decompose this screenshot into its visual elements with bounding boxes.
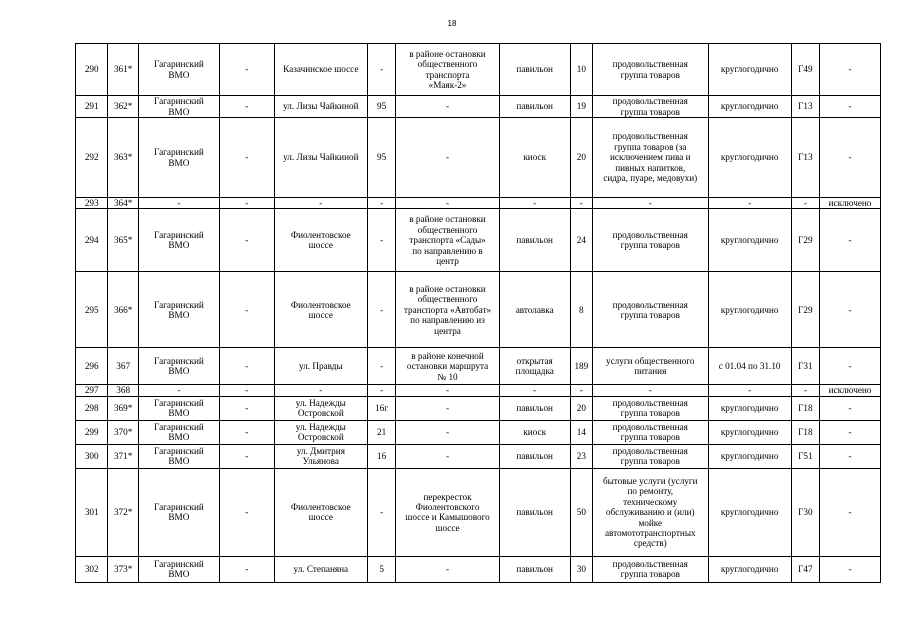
cell-row-index: 299 xyxy=(76,420,108,444)
cell-house-number: - xyxy=(367,348,395,385)
cell-house-number: 16г xyxy=(367,396,395,420)
table-row xyxy=(76,348,881,385)
table-row xyxy=(76,198,881,209)
cell-area: 10 xyxy=(570,44,592,96)
page-number: 18 xyxy=(447,19,457,28)
cell-district-note: - xyxy=(219,444,274,468)
cell-house-number: - xyxy=(367,209,395,272)
cell-object-type: павильон xyxy=(499,396,570,420)
cell-landmark: в районе остановки общественного транспорта «Сады» по направлению в центр xyxy=(396,209,499,272)
table-row xyxy=(76,420,881,444)
table-row xyxy=(76,96,881,118)
cell-district: Гагаринский ВМО xyxy=(138,209,219,272)
cell-district-note: - xyxy=(219,348,274,385)
cell-scheme-ref: Г30 xyxy=(791,468,819,556)
cell-scheme-ref: - xyxy=(791,385,819,396)
cell-period: круглогодично xyxy=(708,556,791,582)
cell-area: 8 xyxy=(570,272,592,348)
cell-street: Казачинское шоссе xyxy=(274,44,367,96)
cell-street: Фиолентовское шоссе xyxy=(274,272,367,348)
cell-house-number: 16 xyxy=(367,444,395,468)
cell-period: круглогодично xyxy=(708,209,791,272)
cell-period: круглогодично xyxy=(708,272,791,348)
cell-district-note: - xyxy=(219,385,274,396)
cell-street: ул. Правды xyxy=(274,348,367,385)
cell-area: 19 xyxy=(570,96,592,118)
cell-place-number: 371* xyxy=(108,444,138,468)
cell-scheme-ref: Г18 xyxy=(791,396,819,420)
cell-period: круглогодично xyxy=(708,396,791,420)
cell-note: - xyxy=(820,420,881,444)
cell-period: с 01.04 по 31.10 xyxy=(708,348,791,385)
cell-row-index: 290 xyxy=(76,44,108,96)
cell-district-note: - xyxy=(219,198,274,209)
cell-note: - xyxy=(820,272,881,348)
cell-district: Гагаринский ВМО xyxy=(138,556,219,582)
cell-area: 24 xyxy=(570,209,592,272)
cell-object-type: автолавка xyxy=(499,272,570,348)
cell-note: - xyxy=(820,396,881,420)
cell-place-number: 365* xyxy=(108,209,138,272)
cell-specialization: продовольственная группа товаров xyxy=(592,396,708,420)
cell-area: 189 xyxy=(570,348,592,385)
cell-scheme-ref: Г47 xyxy=(791,556,819,582)
cell-landmark: - xyxy=(396,118,499,198)
cell-object-type: павильон xyxy=(499,44,570,96)
cell-period: круглогодично xyxy=(708,420,791,444)
cell-house-number: - xyxy=(367,468,395,556)
table-row xyxy=(76,44,881,96)
cell-note: - xyxy=(820,348,881,385)
cell-place-number: 366* xyxy=(108,272,138,348)
cell-object-type: павильон xyxy=(499,468,570,556)
cell-landmark: - xyxy=(396,420,499,444)
cell-street: ул. Дмитрия Ульянова xyxy=(274,444,367,468)
cell-street: Фиолентовское шоссе xyxy=(274,209,367,272)
cell-district: - xyxy=(138,198,219,209)
table-row xyxy=(76,385,881,396)
cell-period: круглогодично xyxy=(708,444,791,468)
cell-district: Гагаринский ВМО xyxy=(138,444,219,468)
cell-object-type: киоск xyxy=(499,420,570,444)
cell-note: исключено xyxy=(820,385,881,396)
cell-landmark: - xyxy=(396,198,499,209)
cell-specialization: услуги общественного питания xyxy=(592,348,708,385)
cell-landmark: в районе остановки общественного транспорта «Маяк-2» xyxy=(396,44,499,96)
cell-place-number: 361* xyxy=(108,44,138,96)
cell-object-type: - xyxy=(499,198,570,209)
cell-district-note: - xyxy=(219,118,274,198)
cell-object-type: - xyxy=(499,385,570,396)
cell-district-note: - xyxy=(219,209,274,272)
table-row xyxy=(76,444,881,468)
cell-district: - xyxy=(138,385,219,396)
cell-specialization: - xyxy=(592,385,708,396)
cell-row-index: 300 xyxy=(76,444,108,468)
cell-scheme-ref: - xyxy=(791,198,819,209)
cell-landmark: в районе остановки общественного транспорта «Автобат» по направлению из центра xyxy=(396,272,499,348)
cell-note: - xyxy=(820,468,881,556)
cell-row-index: 294 xyxy=(76,209,108,272)
cell-object-type: киоск xyxy=(499,118,570,198)
cell-street: ул. Надежды Островской xyxy=(274,420,367,444)
cell-street: Фиолентовское шоссе xyxy=(274,468,367,556)
cell-district-note: - xyxy=(219,420,274,444)
cell-landmark: - xyxy=(396,444,499,468)
cell-scheme-ref: Г18 xyxy=(791,420,819,444)
cell-row-index: 302 xyxy=(76,556,108,582)
cell-period: круглогодично xyxy=(708,44,791,96)
cell-landmark: перекресток Фиолентовского шоссе и Камышового шоссе xyxy=(396,468,499,556)
cell-house-number: 21 xyxy=(367,420,395,444)
cell-district: Гагаринский ВМО xyxy=(138,118,219,198)
cell-object-type: открытая площадка xyxy=(499,348,570,385)
cell-district-note: - xyxy=(219,468,274,556)
cell-house-number: - xyxy=(367,272,395,348)
cell-street: ул. Лизы Чайкиной xyxy=(274,118,367,198)
cell-specialization: продовольственная группа товаров xyxy=(592,209,708,272)
cell-specialization: бытовые услуги (услуги по ремонту, техническому обслуживанию и (или) мойке автомототранспортных средств) xyxy=(592,468,708,556)
cell-house-number: 5 xyxy=(367,556,395,582)
cell-landmark: - xyxy=(396,385,499,396)
cell-place-number: 364* xyxy=(108,198,138,209)
cell-house-number: - xyxy=(367,198,395,209)
cell-row-index: 291 xyxy=(76,96,108,118)
cell-area: 20 xyxy=(570,118,592,198)
cell-row-index: 293 xyxy=(76,198,108,209)
cell-area: 23 xyxy=(570,444,592,468)
cell-place-number: 373* xyxy=(108,556,138,582)
cell-street: - xyxy=(274,198,367,209)
table-row xyxy=(76,396,881,420)
cell-object-type: павильон xyxy=(499,444,570,468)
cell-object-type: павильон xyxy=(499,96,570,118)
table-row xyxy=(76,209,881,272)
cell-district-note: - xyxy=(219,396,274,420)
cell-area: - xyxy=(570,198,592,209)
cell-specialization: - xyxy=(592,198,708,209)
cell-place-number: 370* xyxy=(108,420,138,444)
cell-specialization: продовольственная группа товаров xyxy=(592,420,708,444)
cell-place-number: 369* xyxy=(108,396,138,420)
table-row xyxy=(76,272,881,348)
cell-district: Гагаринский ВМО xyxy=(138,420,219,444)
cell-row-index: 297 xyxy=(76,385,108,396)
table-row xyxy=(76,118,881,198)
cell-object-type: павильон xyxy=(499,556,570,582)
cell-row-index: 295 xyxy=(76,272,108,348)
cell-landmark: - xyxy=(396,396,499,420)
cell-specialization: продовольственная группа товаров xyxy=(592,272,708,348)
cell-house-number: 95 xyxy=(367,96,395,118)
registry-table-body xyxy=(76,44,881,583)
cell-area: - xyxy=(570,385,592,396)
cell-district: Гагаринский ВМО xyxy=(138,44,219,96)
cell-object-type: павильон xyxy=(499,209,570,272)
cell-area: 50 xyxy=(570,468,592,556)
cell-note: - xyxy=(820,44,881,96)
cell-scheme-ref: Г31 xyxy=(791,348,819,385)
cell-area: 20 xyxy=(570,396,592,420)
table-row xyxy=(76,468,881,556)
cell-landmark: в районе конечной остановки маршрута № 10 xyxy=(396,348,499,385)
cell-house-number: - xyxy=(367,385,395,396)
cell-district: Гагаринский ВМО xyxy=(138,272,219,348)
cell-street: ул. Степаняна xyxy=(274,556,367,582)
cell-place-number: 372* xyxy=(108,468,138,556)
cell-place-number: 363* xyxy=(108,118,138,198)
cell-street: - xyxy=(274,385,367,396)
cell-area: 30 xyxy=(570,556,592,582)
cell-street: ул. Лизы Чайкиной xyxy=(274,96,367,118)
cell-row-index: 296 xyxy=(76,348,108,385)
registry-table xyxy=(75,43,881,583)
cell-landmark: - xyxy=(396,556,499,582)
cell-district: Гагаринский ВМО xyxy=(138,468,219,556)
cell-district-note: - xyxy=(219,96,274,118)
cell-landmark: - xyxy=(396,96,499,118)
cell-period: круглогодично xyxy=(708,96,791,118)
cell-scheme-ref: Г13 xyxy=(791,118,819,198)
cell-row-index: 298 xyxy=(76,396,108,420)
cell-note: - xyxy=(820,556,881,582)
cell-period: круглогодично xyxy=(708,468,791,556)
cell-specialization: продовольственная группа товаров xyxy=(592,444,708,468)
cell-period: круглогодично xyxy=(708,118,791,198)
cell-district-note: - xyxy=(219,272,274,348)
cell-district: Гагаринский ВМО xyxy=(138,348,219,385)
cell-place-number: 362* xyxy=(108,96,138,118)
cell-period: - xyxy=(708,198,791,209)
cell-period: - xyxy=(708,385,791,396)
cell-house-number: 95 xyxy=(367,118,395,198)
cell-place-number: 367 xyxy=(108,348,138,385)
cell-district: Гагаринский ВМО xyxy=(138,96,219,118)
cell-specialization: продовольственная группа товаров (за исключением пива и пивных напитков, сидра, пуаре, медовухи) xyxy=(592,118,708,198)
cell-row-index: 292 xyxy=(76,118,108,198)
cell-scheme-ref: Г13 xyxy=(791,96,819,118)
cell-note: - xyxy=(820,444,881,468)
cell-specialization: продовольственная группа товаров xyxy=(592,556,708,582)
cell-place-number: 368 xyxy=(108,385,138,396)
table-row xyxy=(76,556,881,582)
cell-note: исключено xyxy=(820,198,881,209)
cell-house-number: - xyxy=(367,44,395,96)
cell-specialization: продовольственная группа товаров xyxy=(592,44,708,96)
cell-street: ул. Надежды Островской xyxy=(274,396,367,420)
cell-scheme-ref: Г29 xyxy=(791,209,819,272)
cell-row-index: 301 xyxy=(76,468,108,556)
cell-scheme-ref: Г49 xyxy=(791,44,819,96)
cell-note: - xyxy=(820,118,881,198)
cell-district-note: - xyxy=(219,556,274,582)
cell-area: 14 xyxy=(570,420,592,444)
cell-district: Гагаринский ВМО xyxy=(138,396,219,420)
cell-note: - xyxy=(820,209,881,272)
cell-scheme-ref: Г29 xyxy=(791,272,819,348)
cell-specialization: продовольственная группа товаров xyxy=(592,96,708,118)
cell-scheme-ref: Г51 xyxy=(791,444,819,468)
cell-district-note: - xyxy=(219,44,274,96)
cell-note: - xyxy=(820,96,881,118)
